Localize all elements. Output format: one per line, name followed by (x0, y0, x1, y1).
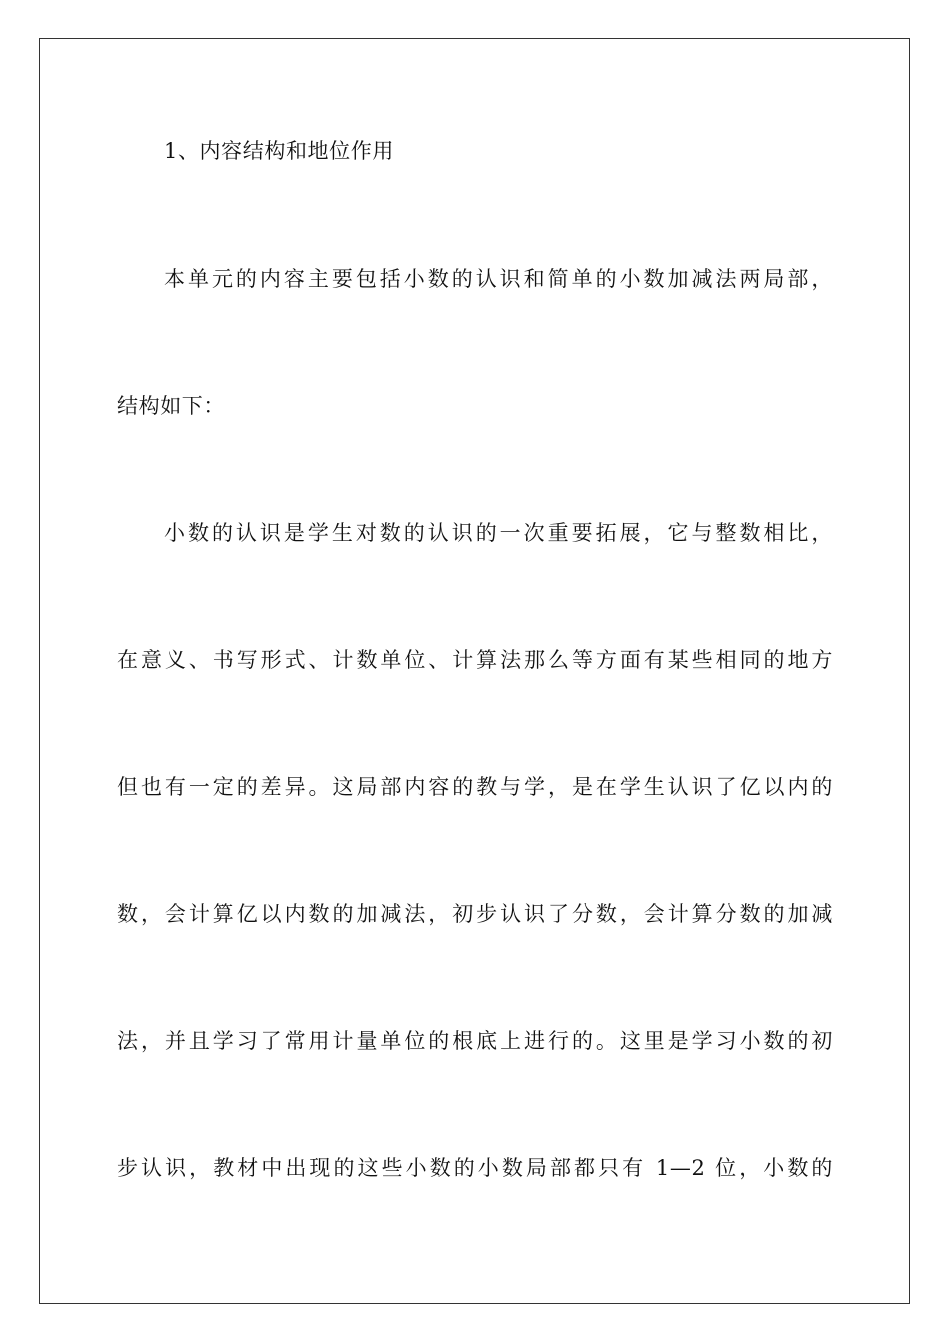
section-heading: 1、内容结构和地位作用 (164, 139, 394, 163)
paragraph-line: 结构如下： (117, 394, 225, 418)
paragraph-line: 步认识，教材中出现的这些小数的小数局部都只有 1—2 位，小数的 (117, 1156, 833, 1180)
paragraph-line: 数，会计算亿以内数的加减法，初步认识了分数，会计算分数的加减 (117, 902, 833, 926)
paragraph-line: 在意义、书写形式、计数单位、计算法那么等方面有某些相同的地方 (117, 648, 833, 672)
paragraph-line: 但也有一定的差异。这局部内容的教与学，是在学生认识了亿以内的 (117, 775, 833, 799)
paragraph-line: 本单元的内容主要包括小数的认识和简单的小数加减法两局部， (164, 267, 833, 291)
paragraph-line: 小数的认识是学生对数的认识的一次重要拓展，它与整数相比， (164, 521, 833, 545)
paragraph-line: 法，并且学习了常用计量单位的根底上进行的。这里是学习小数的初 (117, 1029, 833, 1053)
